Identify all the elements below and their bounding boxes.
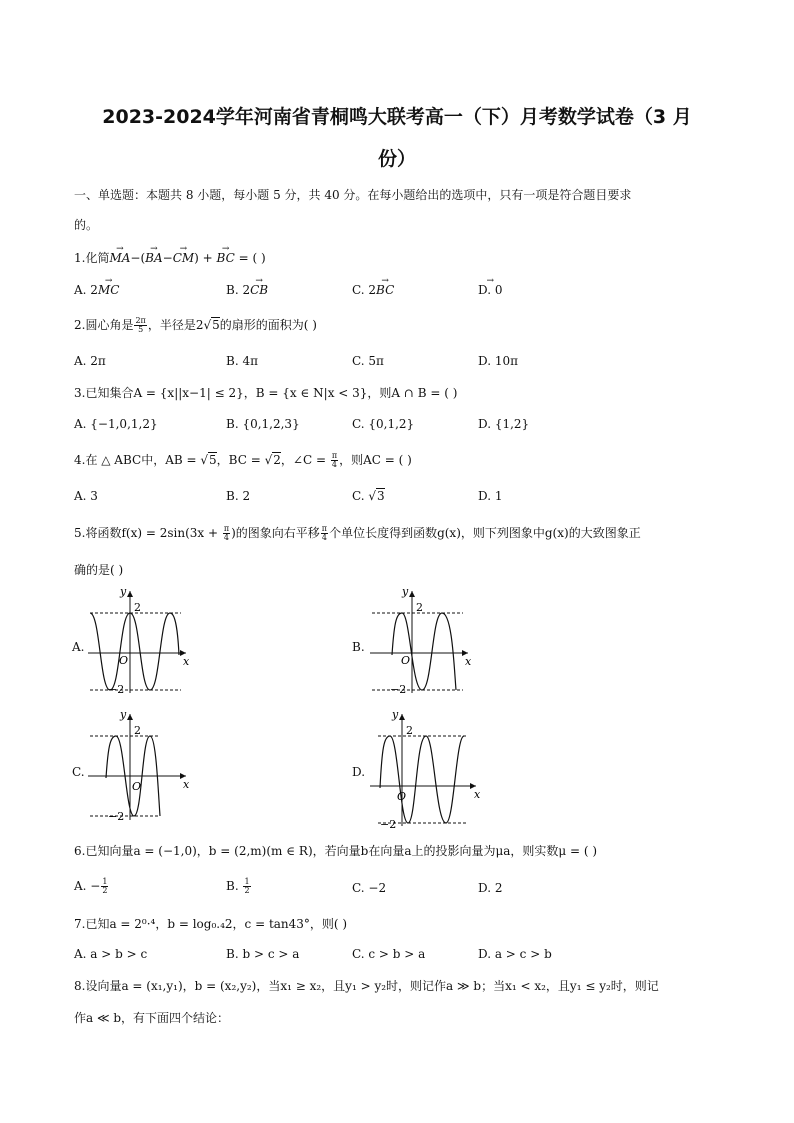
x-label: x	[183, 655, 190, 668]
q6-option-c[interactable]: C. −2	[352, 881, 387, 895]
svg-text:−2: −2	[108, 810, 125, 823]
curve-a	[90, 613, 179, 690]
q1-option-a[interactable]: A. 2→ MC	[74, 281, 119, 299]
q2-option-d[interactable]: D. 10π	[478, 354, 518, 368]
svg-text:y: y	[120, 708, 127, 721]
vector-cm: → CM	[173, 249, 194, 267]
svg-text:−2: −2	[380, 818, 397, 830]
q7-option-c[interactable]: C. c > b > a	[352, 947, 426, 961]
question-5: 5.将函数f(x) = 2sin(3x + $\frac{\pi}{4}$ )的图象向右平移 $\frac{\pi}{4}$ 个单位长度得到函数g(x)，则下列图象中g(x)的大致图象正	[74, 524, 641, 542]
svg-text:x: x	[183, 778, 190, 791]
fraction-2pi-over-5: $\frac{2\pi}{5}$	[135, 316, 146, 334]
svg-text:y: y	[392, 708, 399, 721]
vector-mc: → MC	[98, 281, 119, 299]
graph-b	[368, 585, 478, 695]
question-5-cont: 确的是( )	[74, 563, 124, 577]
vector-ma: → MA	[109, 249, 130, 267]
title-line-2: 份）	[377, 148, 416, 170]
q3-option-d[interactable]: D. {1,2}	[478, 417, 530, 431]
svg-text:O: O	[397, 790, 407, 803]
graph-b-label[interactable]: B.	[352, 640, 365, 654]
question-8-cont: 作a ≪ b，有下面四个结论：	[74, 1011, 230, 1025]
vector-ba: → BA	[145, 249, 162, 267]
svg-text:2: 2	[416, 601, 423, 614]
section-heading: 一、单选题：本题共 8 小题，每小题 5 分，共 40 分。在每小题给出的选项中，只有一项是符合题目要求	[74, 188, 632, 202]
graph-c	[86, 708, 196, 826]
graph-d	[368, 708, 486, 830]
section-heading-cont: 的。	[74, 218, 99, 232]
graph-a	[86, 585, 196, 695]
question-7: 7.已知a = 2⁰·⁴，b = log₀.₄2，c = tan43°，则( )	[74, 917, 348, 931]
q7-option-b[interactable]: B. b > c > a	[226, 947, 300, 961]
q1-option-c[interactable]: C. 2→ BC	[352, 281, 394, 299]
vector-bc: → BC	[217, 249, 235, 267]
q1-tail: = ( )	[234, 251, 266, 265]
vector-cb: → CB	[250, 281, 268, 299]
graph-a-label[interactable]: A.	[72, 640, 85, 654]
q4-option-c[interactable]: C. √3	[352, 489, 385, 503]
q4-option-b[interactable]: B. 2	[226, 489, 251, 503]
svg-text:2: 2	[406, 724, 413, 737]
q2-option-a[interactable]: A. 2π	[74, 354, 106, 368]
svg-text:2: 2	[134, 724, 141, 737]
q6-option-b[interactable]: B. $\frac{1}{2}$	[226, 877, 250, 895]
q7-option-a[interactable]: A. a > b > c	[74, 947, 148, 961]
svg-text:x: x	[465, 655, 472, 668]
q1-option-d[interactable]: → D. 0	[478, 281, 502, 299]
graph-c-label[interactable]: C.	[72, 765, 85, 779]
q7-option-d[interactable]: D. a > c > b	[478, 947, 552, 961]
vector-bc-c: → BC	[376, 281, 394, 299]
y-label: y	[120, 585, 127, 598]
question-3: 3.已知集合A = {x||x−1| ≤ 2}，B = {x ∈ N|x < 3}，则A ∩ B = ( )	[74, 386, 458, 400]
title-line-1: 2023-2024学年河南省青桐鸣大联考高一（下）月考数学试卷（3 月	[102, 106, 692, 128]
question-8: 8.设向量a = (x₁,y₁)，b = (x₂,y₂)，当x₁ ≥ x₂，且y₁ > y₂时，则记作a ≫ b；当x₁ < x₂，且y₁ ≤ y₂时，则记	[74, 979, 659, 993]
top-label: 2	[134, 601, 141, 614]
question-1: 1.化简→ MA−(→ BA−→ CM) + → BC = ( )	[74, 249, 266, 267]
question-4: 4.在 △ ABC中，AB = √5，BC = √2，∠C = $\frac{\pi}{4}$ ，则AC = ( )	[74, 451, 412, 469]
exam-title	[80, 96, 714, 180]
bottom-label: −2	[108, 683, 125, 695]
q3-option-a[interactable]: A. {−1,0,1,2}	[74, 417, 158, 431]
svg-text:x: x	[474, 788, 481, 801]
q6-option-d[interactable]: D. 2	[478, 881, 503, 895]
q2-option-b[interactable]: B. 4π	[226, 354, 258, 368]
q1-option-b[interactable]: B. 2→ CB	[226, 281, 268, 299]
question-2: 2.圆心角是 $\frac{2\pi}{5}$ ，半径是2√5的扇形的面积为( )	[74, 316, 317, 334]
q4-option-d[interactable]: D. 1	[478, 489, 503, 503]
q4-option-a[interactable]: A. 3	[74, 489, 98, 503]
curve-b	[392, 613, 456, 690]
fraction-pi-over-4: $\frac{\pi}{4}$	[331, 451, 338, 469]
q6-option-a[interactable]: A. − $\frac{1}{2}$	[74, 877, 108, 895]
svg-text:O: O	[132, 780, 142, 793]
q1-prefix: 1.化简	[74, 251, 110, 265]
origin-label: O	[119, 654, 129, 667]
curve-d	[380, 736, 464, 823]
svg-text:−2: −2	[390, 683, 407, 695]
graph-d-dashed	[378, 736, 466, 823]
q3-option-c[interactable]: C. {0,1,2}	[352, 417, 415, 431]
q2-option-c[interactable]: C. 5π	[352, 354, 384, 368]
graph-d-label[interactable]: D.	[352, 765, 366, 779]
q3-option-b[interactable]: B. {0,1,2,3}	[226, 417, 300, 431]
svg-text:O: O	[401, 654, 411, 667]
svg-text:y: y	[402, 585, 409, 598]
question-6: 6.已知向量a = (−1,0)，b = (2,m)(m ∈ R)，若向量b在向量a上的投影向量为μa，则实数μ = ( )	[74, 844, 598, 858]
